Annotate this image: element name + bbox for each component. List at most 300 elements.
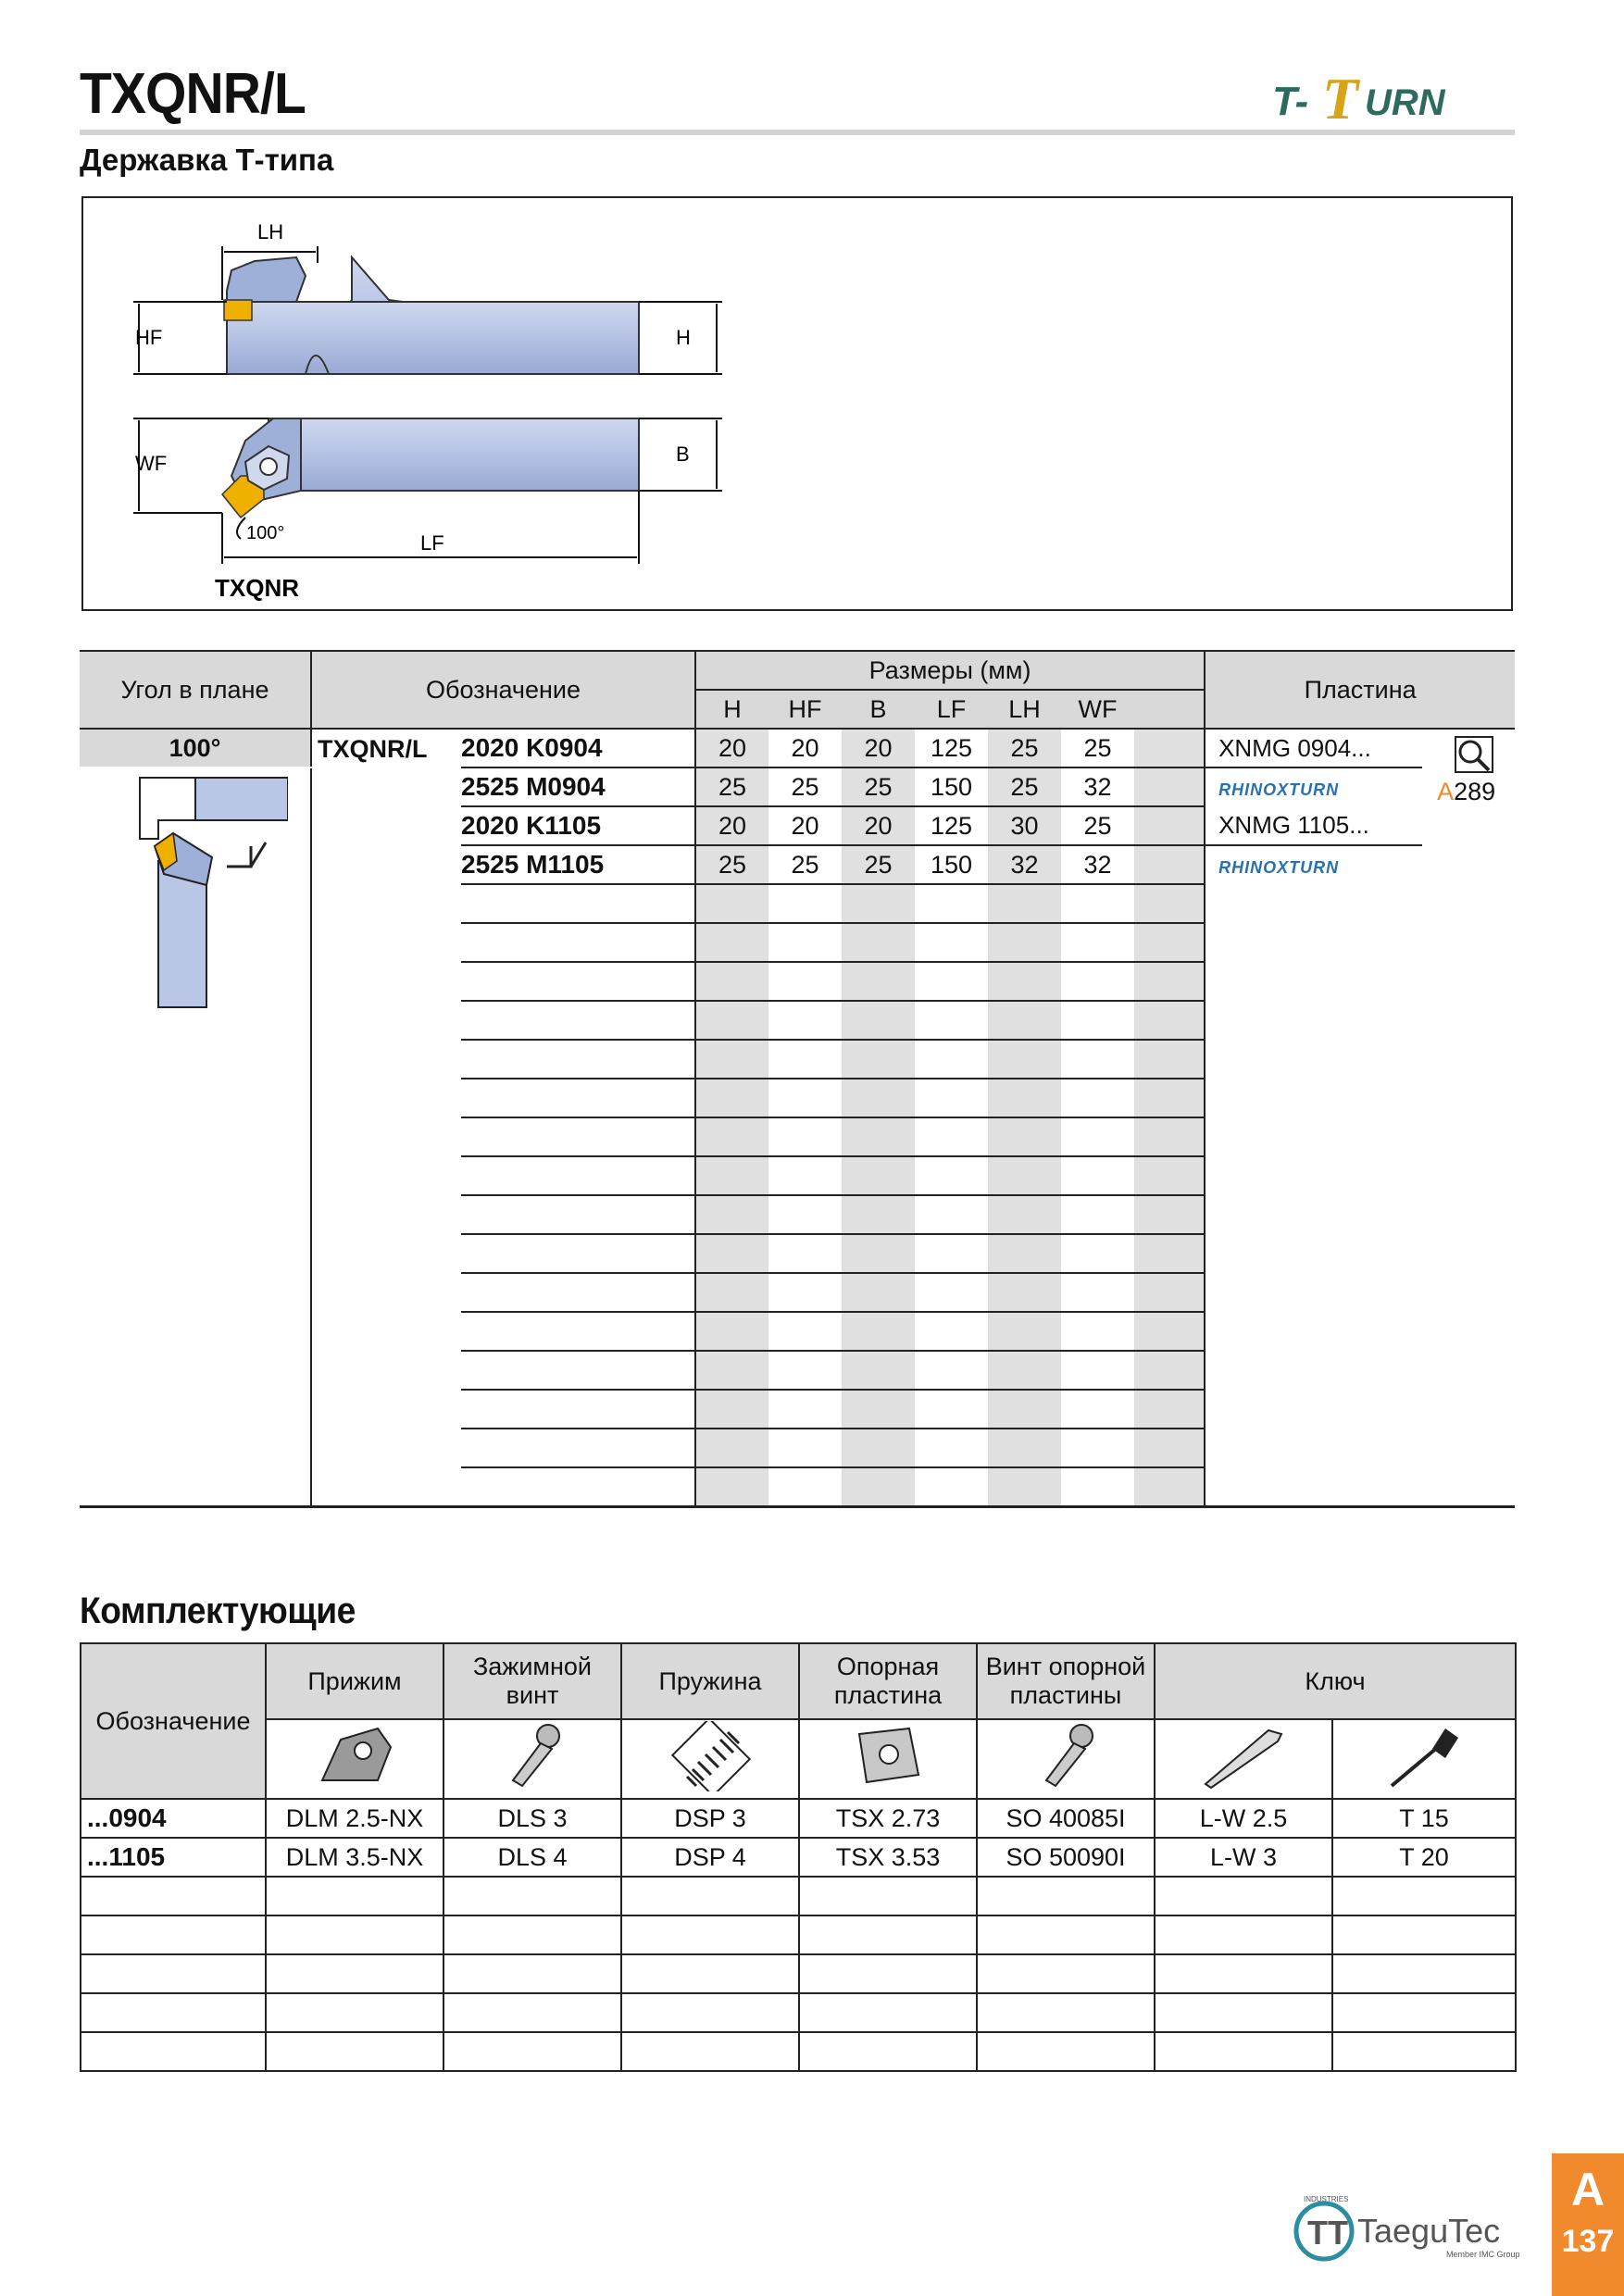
hex-key-image: [1155, 1719, 1332, 1799]
dim-lf: [915, 1001, 988, 1040]
spring-image: [621, 1719, 799, 1799]
dim-lf: [915, 1390, 988, 1429]
dim-h: 25: [695, 845, 768, 884]
dim-b: 25: [842, 845, 915, 884]
ref-empty: [1422, 1040, 1515, 1079]
accessory-row: [81, 1877, 1516, 1915]
acc-shim: TSX 2.73: [799, 1799, 977, 1838]
dim-hf: 25: [768, 767, 842, 806]
dim-h: [695, 1117, 768, 1156]
dim-lf: [915, 1273, 988, 1312]
ref-empty: [1422, 923, 1515, 962]
svg-text:T: T: [1322, 72, 1359, 130]
acc-shim-screw: [977, 1993, 1155, 2032]
acc-designation: ...0904: [81, 1799, 266, 1838]
designation-code: [461, 1390, 695, 1429]
designation-code: [461, 1079, 695, 1117]
dim-wf: [1061, 1156, 1134, 1195]
acc-torx-key: [1332, 1877, 1516, 1915]
svg-text:T-: T-: [1272, 79, 1309, 124]
dim-b: [842, 1040, 915, 1079]
holder-drawing: [83, 198, 1511, 609]
acc-header-shim-screw: [977, 1643, 1155, 1719]
dim-b: [842, 1467, 915, 1507]
acc-hex-key: [1155, 1877, 1332, 1915]
dim-lf: [915, 1079, 988, 1117]
dim-spacer: [1134, 1234, 1205, 1273]
acc-header-clamp: Прижим: [266, 1643, 443, 1719]
brand-name: TaeguTec: [1357, 2212, 1501, 2250]
designation-code: 2525 M1105: [461, 845, 695, 884]
insert-empty: [1205, 1429, 1422, 1467]
dim-label-b: B: [676, 443, 690, 466]
acc-designation: [81, 1954, 266, 1993]
ref-empty: [1422, 1079, 1515, 1117]
dim-spacer: [1134, 806, 1205, 845]
dim-h: [695, 1467, 768, 1507]
dim-lf: 125: [915, 806, 988, 845]
series-label: TXQNR/L: [318, 735, 428, 763]
col-header-insert: Пластина: [1205, 651, 1515, 729]
designation-code: [461, 1234, 695, 1273]
drawing-caption: TXQNR: [215, 574, 299, 602]
dim-spacer: [1134, 884, 1205, 923]
insert-position-diagram: [80, 767, 311, 1507]
ref-empty: [1422, 962, 1515, 1001]
acc-header-key: Ключ: [1155, 1643, 1516, 1719]
acc-header-spring: Пружина: [621, 1643, 799, 1719]
insert-empty: [1205, 1351, 1422, 1390]
dim-b: [842, 884, 915, 923]
acc-designation: [81, 1915, 266, 1954]
torx-key-image: [1332, 1719, 1516, 1799]
dim-lh: [988, 1312, 1061, 1351]
acc-clamp-screw: [443, 1993, 621, 2032]
dim-spacer: [1134, 1195, 1205, 1234]
acc-shim-screw: [977, 2032, 1155, 2071]
dim-hf: [768, 1390, 842, 1429]
dim-hf: 20: [768, 729, 842, 767]
acc-hex-key: L-W 3: [1155, 1838, 1332, 1877]
dim-wf: [1061, 1195, 1134, 1234]
page-reference[interactable]: [1422, 729, 1515, 845]
insert-name: XNMG 0904...: [1205, 729, 1422, 767]
dim-b: 25: [842, 767, 915, 806]
dim-lh: [988, 962, 1061, 1001]
clamp-image: [266, 1719, 443, 1799]
insert-empty: [1205, 1040, 1422, 1079]
dim-b: 20: [842, 729, 915, 767]
dim-b: [842, 1312, 915, 1351]
acc-header-clamp-screw-line1: Зажимной: [472, 1653, 593, 1680]
dim-lf: [915, 1467, 988, 1507]
dim-lh: 25: [988, 729, 1061, 767]
dim-spacer: [1134, 1273, 1205, 1312]
clamp-icon: [313, 1721, 396, 1791]
dim-b: [842, 1117, 915, 1156]
col-header-wf: WF: [1061, 690, 1134, 729]
dim-hf: [768, 1117, 842, 1156]
ref-empty: [1422, 1117, 1515, 1156]
insert-grade-logo: [1205, 845, 1422, 884]
dim-hf: [768, 884, 842, 923]
top-view: [222, 418, 639, 518]
dim-lf: [915, 1040, 988, 1079]
rhinox-turn-logo: RHINOXTURN: [1218, 780, 1340, 799]
dim-hf: [768, 1273, 842, 1312]
dim-wf: [1061, 1117, 1134, 1156]
taegutec-logo: [1289, 2194, 1520, 2268]
designation-code: [461, 1117, 695, 1156]
dim-lf: [915, 923, 988, 962]
dim-spacer: [1134, 1467, 1205, 1507]
dim-hf: [768, 1079, 842, 1117]
acc-clamp: [266, 1993, 443, 2032]
dim-b: [842, 962, 915, 1001]
acc-shim-screw: [977, 1915, 1155, 1954]
accessory-row: [81, 1799, 1516, 1838]
dim-b: [842, 923, 915, 962]
insert-empty: [1205, 1001, 1422, 1040]
dim-wf: [1061, 1079, 1134, 1117]
brand-badge: INDUSTRIES: [1304, 2195, 1349, 2203]
insert-empty: [1205, 962, 1422, 1001]
col-header-angle: Угол в плане: [80, 651, 311, 729]
accessories-title: Комплектующие: [80, 1591, 356, 1631]
dim-hf: [768, 1040, 842, 1079]
angle-value: 100°: [80, 729, 311, 767]
acc-hex-key: [1155, 1915, 1332, 1954]
acc-clamp: [266, 2032, 443, 2071]
designation-code: [461, 1195, 695, 1234]
dim-h: 25: [695, 767, 768, 806]
acc-torx-key: [1332, 2032, 1516, 2071]
dim-h: [695, 1429, 768, 1467]
acc-torx-key: T 20: [1332, 1838, 1516, 1877]
dim-wf: 25: [1061, 806, 1134, 845]
acc-clamp: DLM 2.5-NX: [266, 1799, 443, 1838]
insert-empty: [1205, 923, 1422, 962]
dim-spacer: [1134, 1351, 1205, 1390]
dim-wf: [1061, 1273, 1134, 1312]
dim-wf: [1061, 1351, 1134, 1390]
designation-code: 2020 K1105: [461, 806, 695, 845]
col-header-lh: LH: [988, 690, 1061, 729]
catalog-reference-icon[interactable]: [1448, 733, 1500, 778]
dim-b: [842, 1234, 915, 1273]
svg-text:TT: TT: [1307, 2214, 1348, 2252]
dim-lf: [915, 1156, 988, 1195]
insert-empty: [1205, 1234, 1422, 1273]
acc-shim-screw: SO 40085I: [977, 1799, 1155, 1838]
dim-wf: 25: [1061, 729, 1134, 767]
designation-code: [461, 1001, 695, 1040]
insert-empty: [1205, 1195, 1422, 1234]
dim-lh: [988, 1117, 1061, 1156]
acc-torx-key: [1332, 1993, 1516, 2032]
insert-empty: [1205, 1273, 1422, 1312]
dim-wf: [1061, 1040, 1134, 1079]
acc-shim: TSX 3.53: [799, 1838, 977, 1877]
col-header-b: B: [842, 690, 915, 729]
dim-spacer: [1134, 962, 1205, 1001]
dim-spacer: [1134, 1312, 1205, 1351]
dim-hf: [768, 1312, 842, 1351]
accessory-row: [81, 2032, 1516, 2071]
acc-designation: [81, 1993, 266, 2032]
acc-clamp-screw: DLS 3: [443, 1799, 621, 1838]
dim-lf: 150: [915, 767, 988, 806]
acc-clamp: [266, 1954, 443, 1993]
accessory-row: [81, 1838, 1516, 1877]
table-row: [80, 729, 1515, 767]
dim-lf: [915, 962, 988, 1001]
page-tab: [1552, 2153, 1624, 2296]
dim-wf: [1061, 1312, 1134, 1351]
ref-empty: [1422, 1001, 1515, 1040]
insert-name: XNMG 1105...: [1205, 806, 1422, 845]
insert-empty: [1205, 1079, 1422, 1117]
acc-hex-key: [1155, 1993, 1332, 2032]
designation-code: 2525 M0904: [461, 767, 695, 806]
side-view: [224, 257, 639, 374]
acc-shim-screw: SO 50090I: [977, 1838, 1155, 1877]
dim-lh: [988, 1390, 1061, 1429]
dim-lh: [988, 1273, 1061, 1312]
dim-hf: [768, 923, 842, 962]
accessories-body: [81, 1799, 1516, 2071]
acc-shim-screw: [977, 1877, 1155, 1915]
acc-designation: [81, 2032, 266, 2071]
screw-icon: [491, 1721, 574, 1791]
designation-code: [461, 1429, 695, 1467]
dim-hf: 20: [768, 806, 842, 845]
page-ref-prefix: A: [1437, 778, 1455, 805]
page-number: 137: [1561, 2224, 1615, 2259]
acc-spring: [621, 2032, 799, 2071]
dim-wf: [1061, 1390, 1134, 1429]
dim-spacer: [1134, 1156, 1205, 1195]
dim-lh: 25: [988, 767, 1061, 806]
acc-shim: [799, 1915, 977, 1954]
t-turn-logo: [1268, 72, 1518, 130]
dim-lf: 150: [915, 845, 988, 884]
ref-empty: [1422, 1429, 1515, 1467]
acc-spring: [621, 1877, 799, 1915]
dim-wf: 32: [1061, 767, 1134, 806]
acc-spring: [621, 1915, 799, 1954]
dim-b: [842, 1001, 915, 1040]
dim-h: [695, 1390, 768, 1429]
dim-h: [695, 1156, 768, 1195]
dim-b: [842, 1429, 915, 1467]
dim-label-hf: HF: [135, 326, 163, 349]
dim-hf: [768, 1001, 842, 1040]
ref-empty: [1422, 1195, 1515, 1234]
ref-empty: [1422, 1351, 1515, 1390]
dim-spacer: [1134, 1429, 1205, 1467]
dim-lf: [915, 1117, 988, 1156]
accessory-row: [81, 1954, 1516, 1993]
dim-lf: [915, 1234, 988, 1273]
holder-spec-body: [80, 729, 1515, 1507]
ref-empty: [1422, 1156, 1515, 1195]
dim-hf: [768, 1429, 842, 1467]
ref-empty: [1422, 1273, 1515, 1312]
table-row: [80, 767, 1515, 806]
acc-shim: [799, 1993, 977, 2032]
designation-code: 2020 K0904: [461, 729, 695, 767]
acc-header-shim-screw-line1: Винт опорной: [985, 1653, 1146, 1680]
svg-text:URN: URN: [1365, 82, 1445, 123]
dim-hf: 25: [768, 845, 842, 884]
designation-code: [461, 962, 695, 1001]
dim-lh: [988, 1467, 1061, 1507]
dim-wf: [1061, 962, 1134, 1001]
dim-lh: [988, 1351, 1061, 1390]
acc-shim: [799, 1877, 977, 1915]
dim-h: [695, 923, 768, 962]
designation-code: [461, 1467, 695, 1507]
insert-grade-logo: [1205, 767, 1422, 806]
dim-lh: [988, 1234, 1061, 1273]
designation-code: [461, 923, 695, 962]
dim-b: [842, 1079, 915, 1117]
dim-spacer: [1134, 1040, 1205, 1079]
dim-b: [842, 1351, 915, 1390]
designation-code: [461, 1040, 695, 1079]
acc-header-shim-screw-line2: пластины: [1009, 1681, 1122, 1709]
insert-empty: [1205, 1117, 1422, 1156]
dim-spacer: [1134, 729, 1205, 767]
dim-lh: [988, 1195, 1061, 1234]
dim-label-angle: 100°: [246, 523, 285, 543]
dim-spacer: [1134, 1001, 1205, 1040]
dim-lh: 32: [988, 845, 1061, 884]
insert-empty: [1205, 1390, 1422, 1429]
acc-clamp-screw: [443, 1954, 621, 1993]
dim-lf: 125: [915, 729, 988, 767]
acc-torx-key: T 15: [1332, 1799, 1516, 1838]
dim-h: 20: [695, 806, 768, 845]
dim-h: [695, 1234, 768, 1273]
acc-torx-key: [1332, 1954, 1516, 1993]
dim-b: [842, 1273, 915, 1312]
designation-code: [461, 1156, 695, 1195]
acc-shim: [799, 2032, 977, 2071]
page-ref-number: 289: [1454, 778, 1496, 805]
col-header-dimensions: Размеры (мм): [695, 651, 1205, 690]
acc-clamp-screw: [443, 1915, 621, 1954]
brand-tagline: Member IMC Group: [1446, 2250, 1520, 2259]
col-header-hf: HF: [768, 690, 842, 729]
acc-hex-key: L-W 2.5: [1155, 1799, 1332, 1838]
accessory-row: [81, 1915, 1516, 1954]
dim-wf: 32: [1061, 845, 1134, 884]
dim-hf: [768, 1234, 842, 1273]
ref-empty: [1422, 1234, 1515, 1273]
col-header-spacer: [1134, 690, 1205, 729]
dim-lh: [988, 1079, 1061, 1117]
dim-spacer: [1134, 923, 1205, 962]
acc-header-shim: [799, 1643, 977, 1719]
dim-lf: [915, 1429, 988, 1467]
dim-wf: [1061, 1234, 1134, 1273]
header-rule: [80, 130, 1515, 135]
dim-hf: [768, 962, 842, 1001]
holder-drawing-frame: [81, 196, 1513, 611]
col-header-h: H: [695, 690, 768, 729]
insert-empty: [1205, 1312, 1422, 1351]
dim-spacer: [1134, 1079, 1205, 1117]
dim-wf: [1061, 1001, 1134, 1040]
acc-header-clamp-screw-line2: винт: [506, 1681, 559, 1709]
designation-code: [461, 1351, 695, 1390]
dim-lh: [988, 1040, 1061, 1079]
acc-designation: ...1105: [81, 1838, 266, 1877]
designation-code: [461, 1273, 695, 1312]
shim-icon: [846, 1721, 930, 1791]
acc-header-shim-line2: пластина: [833, 1681, 943, 1709]
acc-header-clamp-screw: [443, 1643, 621, 1719]
dim-h: [695, 1001, 768, 1040]
dim-lh: [988, 1001, 1061, 1040]
acc-spring: [621, 1954, 799, 1993]
dim-lh: [988, 1429, 1061, 1467]
dim-wf: [1061, 923, 1134, 962]
acc-shim: [799, 1954, 977, 1993]
dim-lf: [915, 1351, 988, 1390]
dim-lf: [915, 1312, 988, 1351]
acc-designation: [81, 1877, 266, 1915]
page-subtitle: Державка Т-типа: [80, 143, 334, 177]
dim-label-h: H: [676, 326, 691, 349]
dim-hf: [768, 1351, 842, 1390]
dim-spacer: [1134, 845, 1205, 884]
page-title: TXQNR/L: [80, 62, 306, 126]
dim-b: [842, 1390, 915, 1429]
dim-hf: [768, 1195, 842, 1234]
dim-lh: [988, 1156, 1061, 1195]
col-header-designation: Обозначение: [311, 651, 695, 729]
accessories-table: [80, 1642, 1517, 2072]
dim-lh: [988, 923, 1061, 962]
acc-header-shim-line1: Опорная: [836, 1653, 940, 1680]
acc-hex-key: [1155, 2032, 1332, 2071]
dim-lh: 30: [988, 806, 1061, 845]
acc-hex-key: [1155, 1954, 1332, 1993]
acc-clamp: [266, 1877, 443, 1915]
dim-wf: [1061, 1467, 1134, 1507]
dim-hf: [768, 1467, 842, 1507]
shim-screw-icon: [1024, 1721, 1107, 1791]
insert-empty: [1205, 884, 1422, 923]
dim-h: 20: [695, 729, 768, 767]
dim-spacer: [1134, 767, 1205, 806]
dim-b: [842, 1156, 915, 1195]
acc-clamp-screw: DLS 4: [443, 1838, 621, 1877]
designation-code: [461, 1312, 695, 1351]
dim-hf: [768, 1156, 842, 1195]
dimension-lines: [133, 246, 722, 564]
dim-b: 20: [842, 806, 915, 845]
dim-label-lf: LF: [420, 531, 444, 555]
dim-b: [842, 1195, 915, 1234]
shim-screw-image: [977, 1719, 1155, 1799]
insert-empty: [1205, 1467, 1422, 1507]
acc-torx-key: [1332, 1915, 1516, 1954]
dim-h: [695, 1273, 768, 1312]
